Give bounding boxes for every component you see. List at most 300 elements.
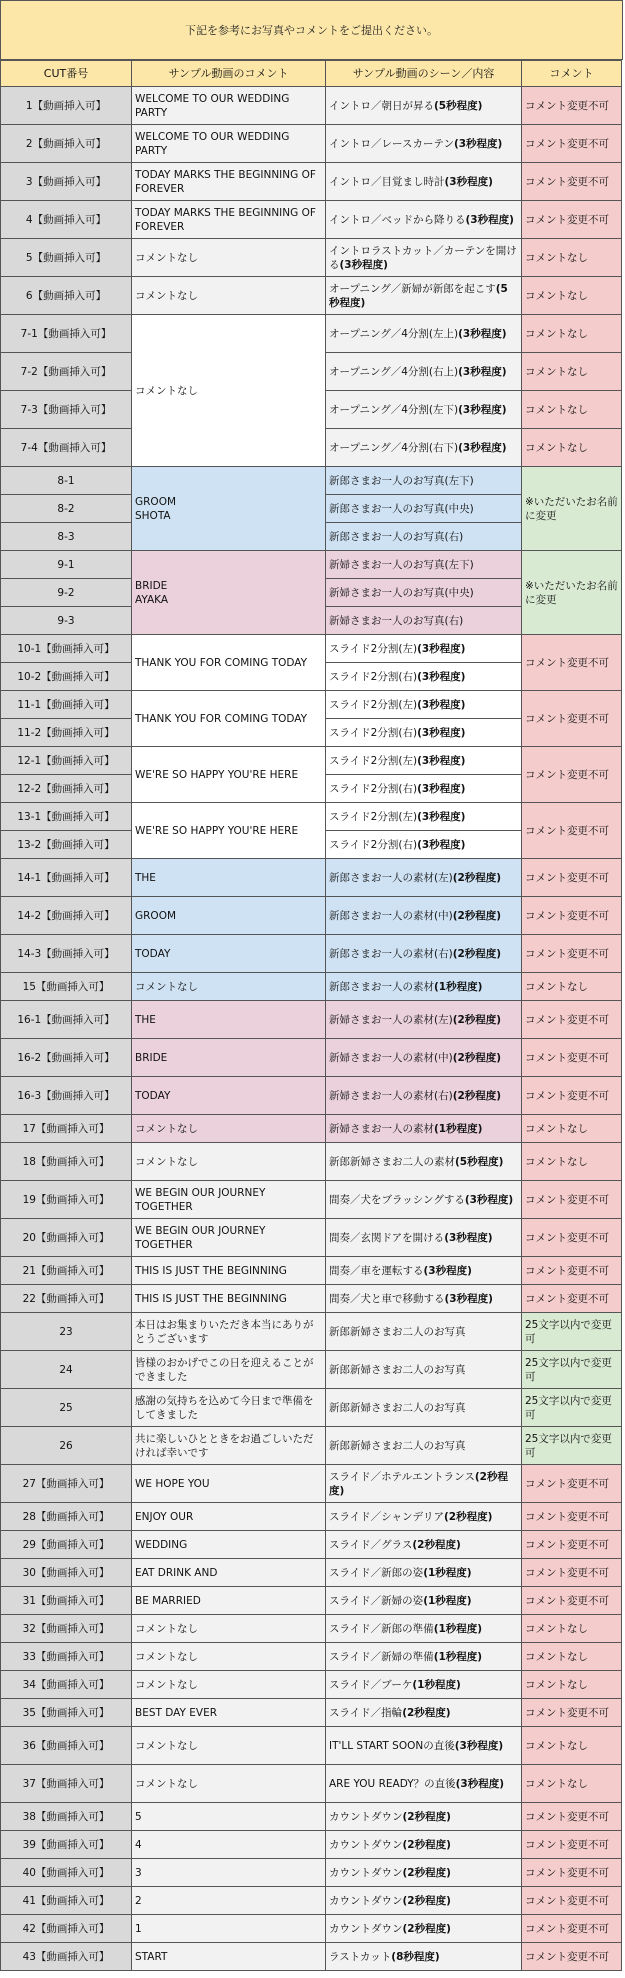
- comment-note-cell: コメント変更不可: [522, 1803, 622, 1831]
- scene-duration: (2秒程度): [443, 1510, 493, 1523]
- cut-number-cell: 26: [0, 1427, 132, 1465]
- comment-note-cell: コメント変更不可: [522, 1559, 622, 1587]
- comment-note-cell: コメント変更不可: [522, 1181, 622, 1219]
- cut-number-cell: 36【動画挿入可】: [0, 1727, 132, 1765]
- scene-cell: [326, 1039, 522, 1077]
- scene-cell: [326, 1803, 522, 1831]
- scene-text: 新郎さまお一人のお写真(左下): [329, 474, 474, 487]
- comment-note-cell: コメントなし: [522, 1727, 622, 1765]
- scene-duration: (5秒程度): [329, 282, 508, 309]
- comment-note-cell: ※いただいたお名前に変更: [522, 551, 622, 635]
- scene-text: オープニング／4分割(左下): [329, 403, 459, 416]
- cut-number-cell: 3【動画挿入可】: [0, 163, 132, 201]
- scene-cell: [326, 467, 522, 495]
- sample-comment-cell: コメントなし: [132, 1765, 326, 1803]
- scene-cell: [326, 897, 522, 935]
- comment-note-cell: コメント変更不可: [522, 125, 622, 163]
- scene-text: カウントダウン: [329, 1810, 403, 1823]
- scene-cell: [326, 1143, 522, 1181]
- scene-text: 新郎新婦さまお二人のお写真: [329, 1439, 466, 1452]
- sample-comment-cell: BEST DAY EVER: [132, 1699, 326, 1727]
- comment-note-cell: コメントなし: [522, 1143, 622, 1181]
- scene-duration: (3秒程度): [458, 441, 507, 454]
- sample-comment-cell: THE: [132, 859, 326, 897]
- scene-cell: [326, 973, 522, 1001]
- scene-text: スライド／ブーケ: [329, 1678, 413, 1691]
- cut-number-cell: 39【動画挿入可】: [0, 1831, 132, 1859]
- scene-cell: [326, 391, 522, 429]
- scene-text: 新郎新婦さまお二人のお写真: [329, 1363, 466, 1376]
- cut-number-cell: 35【動画挿入可】: [0, 1699, 132, 1727]
- column-header: サンプル動画のシーン／内容: [326, 60, 522, 87]
- scene-duration: (3秒程度): [444, 1292, 493, 1305]
- sample-comment-cell: 共に楽しいひとときをお過ごしいただければ幸いです: [132, 1427, 326, 1465]
- cut-number-cell: 41【動画挿入可】: [0, 1887, 132, 1915]
- comment-note-cell: コメント変更不可: [522, 1859, 622, 1887]
- scene-duration: (1秒程度): [434, 1122, 483, 1135]
- comment-note-cell: コメントなし: [522, 239, 622, 277]
- scene-text: 新郎さまお一人の素材(左): [329, 871, 453, 884]
- scene-cell: [326, 803, 522, 831]
- comment-note-cell: 25文字以内で変更可: [522, 1313, 622, 1351]
- sample-comment-cell: コメントなし: [132, 277, 326, 315]
- cut-number-cell: 8-3: [0, 523, 132, 551]
- scene-text: スライド／新郎の姿: [329, 1566, 424, 1579]
- scene-duration: (3秒程度): [423, 1264, 472, 1277]
- scene-text: 間奏／玄関ドアを開ける: [329, 1231, 445, 1244]
- scene-duration: (2秒程度): [402, 1894, 451, 1907]
- cut-number-cell: 14-3【動画挿入可】: [0, 935, 132, 973]
- comment-note-cell: 25文字以内で変更可: [522, 1427, 622, 1465]
- scene-text: 間奏／車を運転する: [329, 1264, 424, 1277]
- scene-duration: (2秒程度): [402, 1706, 451, 1719]
- cut-number-cell: 8-2: [0, 495, 132, 523]
- comment-note-cell: コメント変更不可: [522, 1285, 622, 1313]
- scene-text: 新郎さまお一人の素材: [329, 980, 434, 993]
- scene-cell: [326, 1351, 522, 1389]
- scene-duration: (2秒程度): [452, 1089, 502, 1102]
- scene-text: 間奏／犬と車で移動する: [329, 1292, 445, 1305]
- scene-duration: (3秒程度): [455, 1777, 505, 1790]
- cut-number-cell: 22【動画挿入可】: [0, 1285, 132, 1313]
- scene-text: イントロ／目覚まし時計: [329, 175, 445, 188]
- scene-cell: [326, 1313, 522, 1351]
- cut-number-cell: 24: [0, 1351, 132, 1389]
- scene-text: 新婦さまお一人のお写真(右): [329, 614, 464, 627]
- cut-number-cell: 10-1【動画挿入可】: [0, 635, 132, 663]
- scene-duration: (2秒程度): [452, 871, 502, 884]
- scene-cell: [326, 935, 522, 973]
- scene-cell: [326, 353, 522, 391]
- sample-comment-cell: 4: [132, 1831, 326, 1859]
- scene-cell: [326, 1285, 522, 1313]
- comment-note-cell: コメントなし: [522, 1643, 622, 1671]
- scene-cell: [326, 1671, 522, 1699]
- scene-text: 新郎新婦さまお二人の素材: [329, 1155, 455, 1168]
- scene-text: イントロ／朝日が昇る: [329, 99, 434, 112]
- sample-comment-cell: 感謝の気持ちを込めて今日まで準備をしてきました: [132, 1389, 326, 1427]
- scene-text: 新婦さまお一人の素材(中): [329, 1051, 453, 1064]
- comment-note-cell: コメント変更不可: [522, 1465, 622, 1503]
- comment-note-cell: コメント変更不可: [522, 1887, 622, 1915]
- sample-comment-cell: TODAY: [132, 1077, 326, 1115]
- scene-cell: [326, 1699, 522, 1727]
- scene-cell: [326, 1503, 522, 1531]
- sample-comment-cell: THE: [132, 1001, 326, 1039]
- cut-number-cell: 11-2【動画挿入可】: [0, 719, 132, 747]
- scene-duration: (3秒程度): [417, 810, 466, 823]
- sample-comment-cell: TODAY MARKS THE BEGINNING OF FOREVER: [132, 163, 326, 201]
- scene-cell: [326, 1465, 522, 1503]
- comment-note-cell: コメントなし: [522, 353, 622, 391]
- scene-cell: [326, 277, 522, 315]
- scene-cell: [326, 1531, 522, 1559]
- scene-cell: [326, 775, 522, 803]
- scene-duration: (1秒程度): [433, 1650, 483, 1663]
- cut-number-cell: 29【動画挿入可】: [0, 1531, 132, 1559]
- sample-comment-cell: BRIDE: [132, 1039, 326, 1077]
- comment-note-cell: コメント変更不可: [522, 1257, 622, 1285]
- sample-comment-cell: WE BEGIN OUR JOURNEY TOGETHER: [132, 1181, 326, 1219]
- scene-text: スライド2分割(左): [329, 698, 418, 711]
- comment-note-cell: コメント変更不可: [522, 1001, 622, 1039]
- cut-number-cell: 30【動画挿入可】: [0, 1559, 132, 1587]
- scene-text: スライド／指輪: [329, 1706, 403, 1719]
- sample-comment-cell: 1: [132, 1915, 326, 1943]
- scene-text: オープニング／新婦が新郎を起こす: [329, 282, 496, 295]
- cut-number-cell: 13-1【動画挿入可】: [0, 803, 132, 831]
- scene-cell: [326, 691, 522, 719]
- scene-cell: [326, 1887, 522, 1915]
- scene-duration: (3秒程度): [465, 213, 514, 226]
- scene-cell: [326, 1389, 522, 1427]
- scene-text: スライド／新婦の姿: [329, 1594, 424, 1607]
- sample-comment-cell: コメントなし: [132, 239, 326, 277]
- scene-cell: [326, 495, 522, 523]
- scene-cell: [326, 239, 522, 277]
- scene-cell: [326, 201, 522, 239]
- sample-comment-cell: START: [132, 1943, 326, 1971]
- cut-number-cell: 7-4【動画挿入可】: [0, 429, 132, 467]
- scene-text: ラストカット: [329, 1950, 392, 1963]
- scene-duration: (3秒程度): [417, 698, 466, 711]
- scene-cell: [326, 1615, 522, 1643]
- scene-cell: [326, 551, 522, 579]
- sample-comment-cell: THANK YOU FOR COMING TODAY: [132, 635, 326, 691]
- scene-cell: [326, 1001, 522, 1039]
- cut-number-cell: 16-3【動画挿入可】: [0, 1077, 132, 1115]
- cut-number-cell: 33【動画挿入可】: [0, 1643, 132, 1671]
- cut-number-cell: 28【動画挿入可】: [0, 1503, 132, 1531]
- scene-duration: (1秒程度): [433, 1622, 483, 1635]
- scene-text: イントロラストカット／カーテンを開ける: [329, 244, 517, 271]
- cut-number-cell: 10-2【動画挿入可】: [0, 663, 132, 691]
- comment-note-cell: コメント変更不可: [522, 1943, 622, 1971]
- sample-comment-cell: WELCOME TO OUR WEDDING PARTY: [132, 87, 326, 125]
- scene-duration: (2秒程度): [452, 1013, 502, 1026]
- sample-comment-cell: THIS IS JUST THE BEGINNING: [132, 1257, 326, 1285]
- scene-text: スライド2分割(左): [329, 810, 418, 823]
- comment-note-cell: コメントなし: [522, 1615, 622, 1643]
- instruction-banner: 下記を参考にお写真やコメントをご提出ください。: [0, 0, 623, 60]
- scene-cell: [326, 1115, 522, 1143]
- sample-comment-cell: コメントなし: [132, 1727, 326, 1765]
- sample-comment-cell: GROOM: [132, 897, 326, 935]
- scene-text: オープニング／4分割(右上): [329, 365, 459, 378]
- scene-duration: (2秒程度): [402, 1866, 451, 1879]
- cut-number-cell: 20【動画挿入可】: [0, 1219, 132, 1257]
- cut-number-cell: 27【動画挿入可】: [0, 1465, 132, 1503]
- scene-duration: (1秒程度): [412, 1678, 461, 1691]
- scene-cell: [326, 1559, 522, 1587]
- scene-duration: (3秒程度): [458, 327, 507, 340]
- scene-cell: [326, 429, 522, 467]
- scene-text: スライド／新郎の準備: [329, 1622, 434, 1635]
- scene-text: オープニング／4分割(右下): [329, 441, 459, 454]
- comment-note-cell: コメント変更不可: [522, 897, 622, 935]
- sample-comment-cell: コメントなし: [132, 1643, 326, 1671]
- scene-text: 新郎新婦さまお二人のお写真: [329, 1401, 466, 1414]
- scene-text: ARE YOU READY？の直後: [329, 1777, 456, 1790]
- scene-cell: [326, 663, 522, 691]
- scene-text: 新郎さまお一人の素材(中): [329, 909, 453, 922]
- comment-note-cell: コメントなし: [522, 315, 622, 353]
- comment-note-cell: コメントなし: [522, 391, 622, 429]
- scene-text: 新郎さまお一人の素材(右): [329, 947, 453, 960]
- comment-note-cell: コメント変更不可: [522, 1915, 622, 1943]
- scene-duration: (1秒程度): [434, 980, 483, 993]
- cut-number-cell: 9-2: [0, 579, 132, 607]
- scene-text: スライド2分割(右): [329, 782, 418, 795]
- sample-comment-cell: コメントなし: [132, 1115, 326, 1143]
- scene-duration: (3秒程度): [417, 726, 466, 739]
- comment-note-cell: ※いただいたお名前に変更: [522, 467, 622, 551]
- scene-cell: [326, 859, 522, 897]
- scene-duration: (2秒程度): [412, 1538, 461, 1551]
- scene-cell: [326, 1077, 522, 1115]
- scene-text: 新婦さまお一人の素材: [329, 1122, 434, 1135]
- sample-comment-cell: 本日はお集まりいただき本当にありがとうございます: [132, 1313, 326, 1351]
- comment-note-cell: コメント変更不可: [522, 935, 622, 973]
- cut-number-cell: 23: [0, 1313, 132, 1351]
- comment-note-cell: コメント変更不可: [522, 691, 622, 747]
- scene-duration: (3秒程度): [458, 365, 507, 378]
- cut-number-cell: 17【動画挿入可】: [0, 1115, 132, 1143]
- scene-text: スライド2分割(右): [329, 838, 418, 851]
- scene-cell: [326, 315, 522, 353]
- sample-comment-cell: WEDDING: [132, 1531, 326, 1559]
- cut-number-cell: 21【動画挿入可】: [0, 1257, 132, 1285]
- scene-cell: [326, 125, 522, 163]
- column-header: サンプル動画のコメント: [132, 60, 326, 87]
- scene-text: 間奏／犬をブラッシングする: [329, 1193, 465, 1206]
- scene-text: 新郎さまお一人のお写真(中央): [329, 502, 474, 515]
- sample-comment-cell: WE'RE SO HAPPY YOU'RE HERE: [132, 747, 326, 803]
- comment-note-cell: コメントなし: [522, 429, 622, 467]
- sample-comment-cell: コメントなし: [132, 973, 326, 1001]
- comment-note-cell: コメント変更不可: [522, 747, 622, 803]
- cut-number-cell: 13-2【動画挿入可】: [0, 831, 132, 859]
- scene-cell: [326, 1643, 522, 1671]
- scene-duration: (3秒程度): [454, 1739, 504, 1752]
- comment-note-cell: コメント変更不可: [522, 635, 622, 691]
- scene-cell: [326, 1943, 522, 1971]
- scene-duration: (3秒程度): [417, 782, 466, 795]
- sample-comment-cell: WE BEGIN OUR JOURNEY TOGETHER: [132, 1219, 326, 1257]
- cut-number-cell: 6【動画挿入可】: [0, 277, 132, 315]
- sample-comment-cell: BRIDE AYAKA: [132, 551, 326, 635]
- scene-duration: (1秒程度): [423, 1594, 472, 1607]
- scene-duration: (2秒程度): [402, 1922, 451, 1935]
- scene-duration: (3秒程度): [458, 403, 507, 416]
- scene-text: 新婦さまお一人のお写真(左下): [329, 558, 474, 571]
- cut-number-cell: 19【動画挿入可】: [0, 1181, 132, 1219]
- scene-text: スライド／ホテルエントランス: [329, 1470, 475, 1483]
- scene-cell: [326, 1427, 522, 1465]
- column-header: CUT番号: [0, 60, 132, 87]
- scene-text: IT'LL START SOONの直後: [329, 1739, 455, 1752]
- scene-cell: [326, 1587, 522, 1615]
- scene-duration: (3秒程度): [417, 670, 466, 683]
- cut-number-cell: 7-1【動画挿入可】: [0, 315, 132, 353]
- comment-note-cell: コメント変更不可: [522, 1831, 622, 1859]
- cut-number-cell: 32【動画挿入可】: [0, 1615, 132, 1643]
- cut-number-cell: 40【動画挿入可】: [0, 1859, 132, 1887]
- scene-cell: [326, 635, 522, 663]
- scene-text: スライド／新婦の準備: [329, 1650, 434, 1663]
- sample-comment-cell: BE MARRIED: [132, 1587, 326, 1615]
- comment-note-cell: コメント変更不可: [522, 1077, 622, 1115]
- sample-comment-cell: TODAY MARKS THE BEGINNING OF FOREVER: [132, 201, 326, 239]
- sample-comment-cell: THIS IS JUST THE BEGINNING: [132, 1285, 326, 1313]
- cut-number-cell: 7-2【動画挿入可】: [0, 353, 132, 391]
- scene-text: スライド2分割(左): [329, 642, 418, 655]
- scene-cell: [326, 1765, 522, 1803]
- scene-duration: (1秒程度): [423, 1566, 472, 1579]
- sample-comment-cell: THANK YOU FOR COMING TODAY: [132, 691, 326, 747]
- scene-text: カウントダウン: [329, 1838, 403, 1851]
- sample-comment-cell: WE'RE SO HAPPY YOU'RE HERE: [132, 803, 326, 859]
- cut-number-cell: 4【動画挿入可】: [0, 201, 132, 239]
- scene-duration: (2秒程度): [402, 1838, 451, 1851]
- cut-number-cell: 9-1: [0, 551, 132, 579]
- sample-comment-cell: 皆様のおかげでこの日を迎えることができました: [132, 1351, 326, 1389]
- comment-note-cell: コメント変更不可: [522, 1039, 622, 1077]
- cut-number-cell: 18【動画挿入可】: [0, 1143, 132, 1181]
- sample-comment-cell: コメントなし: [132, 315, 326, 467]
- cut-number-cell: 8-1: [0, 467, 132, 495]
- cut-number-cell: 11-1【動画挿入可】: [0, 691, 132, 719]
- comment-note-cell: コメント変更不可: [522, 1219, 622, 1257]
- cut-number-cell: 14-1【動画挿入可】: [0, 859, 132, 897]
- scene-duration: (3秒程度): [339, 258, 388, 271]
- comment-note-cell: コメント変更不可: [522, 201, 622, 239]
- sample-comment-cell: WELCOME TO OUR WEDDING PARTY: [132, 125, 326, 163]
- comment-note-cell: コメント変更不可: [522, 1503, 622, 1531]
- scene-duration: (8秒程度): [391, 1950, 440, 1963]
- comment-note-cell: 25文字以内で変更可: [522, 1351, 622, 1389]
- sample-comment-cell: GROOM SHOTA: [132, 467, 326, 551]
- scene-text: スライド2分割(右): [329, 726, 418, 739]
- comment-note-cell: コメント変更不可: [522, 163, 622, 201]
- cut-number-cell: 12-1【動画挿入可】: [0, 747, 132, 775]
- scene-text: イントロ／ベッドから降りる: [329, 213, 466, 226]
- scene-duration: (3秒程度): [417, 642, 466, 655]
- cut-number-cell: 31【動画挿入可】: [0, 1587, 132, 1615]
- scene-cell: [326, 1181, 522, 1219]
- scene-duration: (2秒程度): [452, 1051, 502, 1064]
- scene-cell: [326, 87, 522, 125]
- sample-comment-cell: WE HOPE YOU: [132, 1465, 326, 1503]
- scene-text: 新婦さまお一人のお写真(中央): [329, 586, 474, 599]
- comment-note-cell: コメントなし: [522, 973, 622, 1001]
- scene-text: カウントダウン: [329, 1894, 403, 1907]
- sample-comment-cell: 3: [132, 1859, 326, 1887]
- scene-text: 新婦さまお一人の素材(左): [329, 1013, 453, 1026]
- scene-duration: (2秒程度): [452, 947, 502, 960]
- cut-number-cell: 9-3: [0, 607, 132, 635]
- scene-cell: [326, 747, 522, 775]
- scene-duration: (5秒程度): [434, 99, 483, 112]
- cut-number-cell: 12-2【動画挿入可】: [0, 775, 132, 803]
- scene-cell: [326, 163, 522, 201]
- scene-text: カウントダウン: [329, 1922, 403, 1935]
- scene-duration: (2秒程度): [402, 1810, 451, 1823]
- cut-number-cell: 42【動画挿入可】: [0, 1915, 132, 1943]
- scene-duration: (3秒程度): [444, 1231, 493, 1244]
- cut-number-cell: 16-2【動画挿入可】: [0, 1039, 132, 1077]
- column-header: コメント: [522, 60, 622, 87]
- scene-duration: (3秒程度): [464, 1193, 514, 1206]
- scene-duration: (3秒程度): [417, 838, 466, 851]
- comment-note-cell: コメント変更不可: [522, 803, 622, 859]
- cut-number-cell: 34【動画挿入可】: [0, 1671, 132, 1699]
- scene-cell: [326, 1915, 522, 1943]
- scene-text: 新郎さまお一人のお写真(右): [329, 530, 464, 543]
- comment-note-cell: コメント変更不可: [522, 1531, 622, 1559]
- sample-comment-cell: 5: [132, 1803, 326, 1831]
- scene-text: 新郎新婦さまお二人のお写真: [329, 1325, 466, 1338]
- scene-cell: [326, 1859, 522, 1887]
- comment-note-cell: コメント変更不可: [522, 1699, 622, 1727]
- comment-note-cell: 25文字以内で変更可: [522, 1389, 622, 1427]
- sample-comment-cell: 2: [132, 1887, 326, 1915]
- cut-number-cell: 15【動画挿入可】: [0, 973, 132, 1001]
- comment-note-cell: コメントなし: [522, 1671, 622, 1699]
- scene-text: スライド2分割(右): [329, 670, 418, 683]
- scene-cell: [326, 607, 522, 635]
- cut-number-cell: 14-2【動画挿入可】: [0, 897, 132, 935]
- cut-number-cell: 7-3【動画挿入可】: [0, 391, 132, 429]
- scene-text: カウントダウン: [329, 1866, 403, 1879]
- sample-comment-cell: TODAY: [132, 935, 326, 973]
- comment-note-cell: コメント変更不可: [522, 859, 622, 897]
- comment-note-cell: コメント変更不可: [522, 1587, 622, 1615]
- cut-number-cell: 43【動画挿入可】: [0, 1943, 132, 1971]
- scene-text: スライド2分割(左): [329, 754, 418, 767]
- scene-cell: [326, 1219, 522, 1257]
- comment-note-cell: コメントなし: [522, 1765, 622, 1803]
- scene-text: 新婦さまお一人の素材(右): [329, 1089, 453, 1102]
- scene-cell: [326, 719, 522, 747]
- scene-duration: (3秒程度): [417, 754, 466, 767]
- sample-comment-cell: コメントなし: [132, 1671, 326, 1699]
- comment-note-cell: コメント変更不可: [522, 87, 622, 125]
- scene-duration: (3秒程度): [453, 137, 503, 150]
- scene-cell: [326, 1831, 522, 1859]
- scene-duration: (5秒程度): [455, 1155, 504, 1168]
- cut-number-cell: 37【動画挿入可】: [0, 1765, 132, 1803]
